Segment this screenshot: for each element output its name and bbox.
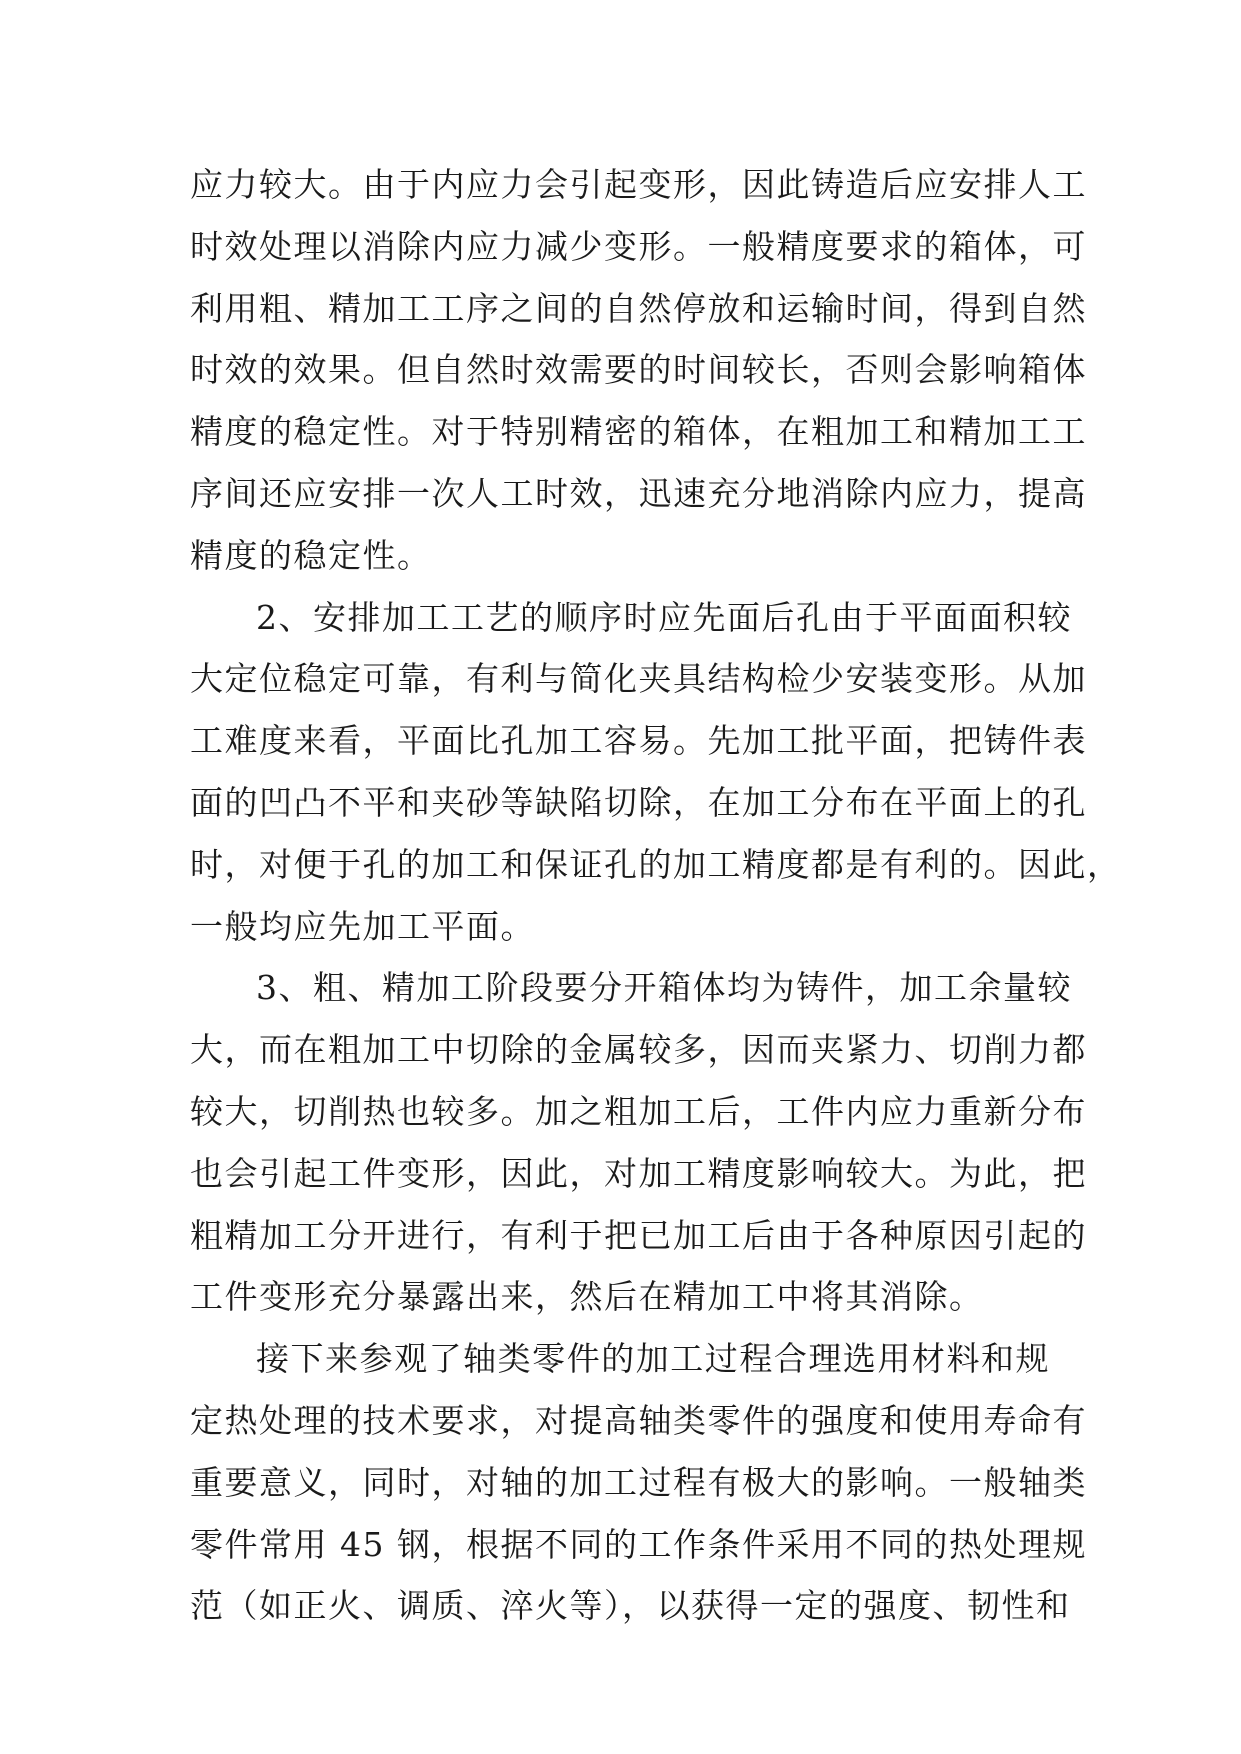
text-line: 定热处理的技术要求，对提高轴类零件的强度和使用寿命有 [190,1400,1087,1440]
text-line: 接下来参观了轴类零件的加工过程合理选用材料和规 [256,1339,1050,1379]
text-line: 应力较大。由于内应力会引起变形，因此铸造后应安排人工 [190,165,1087,204]
text-line: 一般均应先加工平面。 [190,906,535,946]
text-line: 零件常用 45 钢，根据不同的工作条件采用不同的热处理规 [190,1524,1087,1564]
text-line: 时，对便于孔的加工和保证孔的加工精度都是有利的。因此， [190,844,1122,884]
text-line: 精度的稳定性。 [190,535,432,575]
text-line: 较大，切削热也较多。加之粗加工后，工件内应力重新分布 [190,1091,1087,1131]
text-line: 2、安排加工工艺的顺序时应先面后孔由于平面面积较 [256,597,1072,637]
text-line: 重要意义，同时，对轴的加工过程有极大的影响。一般轴类 [190,1462,1087,1502]
text-line: 粗精加工分开进行，有利于把已加工后由于各种原因引起的 [190,1215,1087,1255]
text-line: 时效处理以消除内应力减少变形。一般精度要求的箱体，可 [190,226,1087,266]
text-line: 大定位稳定可靠，有利与简化夹具结构检少安装变形。从加 [190,659,1087,699]
text-line: 也会引起工件变形，因此，对加工精度影响较大。为此，把 [190,1153,1087,1193]
body-text [190,154,1122,1637]
text-line: 大，而在粗加工中切除的金属较多，因而夹紧力、切削力都 [190,1030,1087,1070]
text-line: 范（如正火、调质、淬火等），以获得一定的强度、韧性和 [190,1586,1071,1626]
text-line: 时效的效果。但自然时效需要的时间较长，否则会影响箱体 [190,350,1087,390]
text-line: 精度的稳定性。对于特别精密的箱体，在粗加工和精加工工 [190,412,1087,452]
text-line: 3、粗、精加工阶段要分开箱体均为铸件，加工余量较 [256,968,1072,1008]
text-line: 利用粗、精加工工序之间的自然停放和运输时间，得到自然 [190,288,1087,328]
text-line: 工件变形充分暴露出来，然后在精加工中将其消除。 [190,1277,984,1317]
text-line: 工难度来看，平面比孔加工容易。先加工批平面，把铸件表 [190,721,1087,761]
text-line: 面的凹凸不平和夹砂等缺陷切除，在加工分布在平面上的孔 [190,782,1087,822]
text-line: 序间还应安排一次人工时效，迅速充分地消除内应力，提高 [190,473,1087,513]
